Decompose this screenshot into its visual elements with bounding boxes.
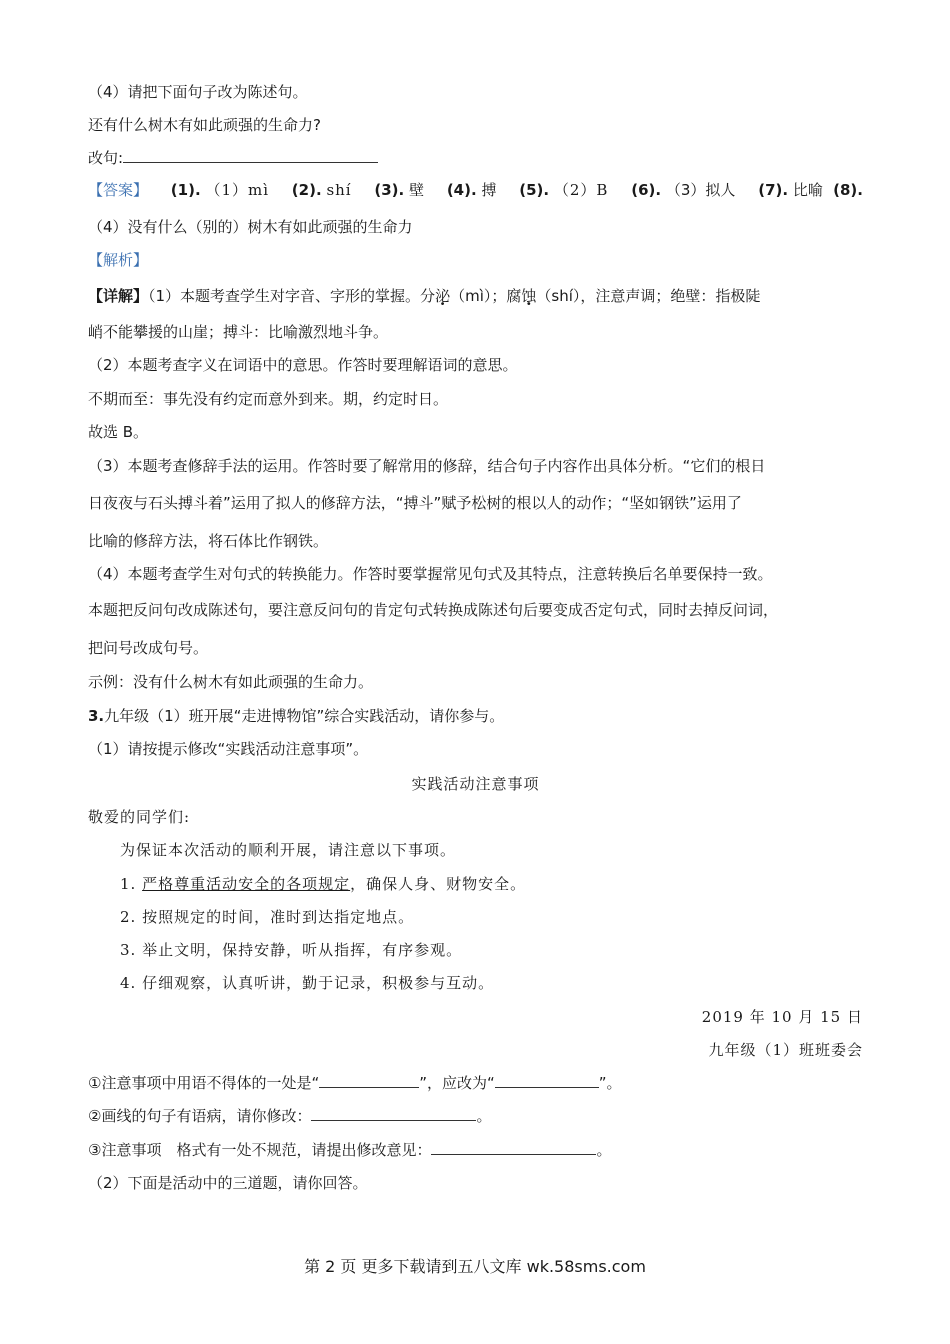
underlined-sentence: 严格尊重活动安全的各项规定 xyxy=(142,875,351,893)
answer-num-2: (2). xyxy=(291,181,322,199)
analysis-p7b: 把问号改成句号。 xyxy=(88,639,209,657)
analysis-p6: （4）本题考查学生对句式的转换能力。作答时要掌握常见句式及其特点，注意转换后名单要保持一致。 xyxy=(88,565,773,583)
blank3-end: 。 xyxy=(596,1141,612,1159)
answer-line-2: （4）没有什么（别的）树木有如此顽强的生命力 xyxy=(88,218,413,236)
answer-tag: 【答案】 xyxy=(88,181,149,199)
analysis-tag: 【解析】 xyxy=(88,251,149,269)
q3-title xyxy=(88,704,504,728)
blank-question-2 xyxy=(88,1104,491,1128)
blank-question-3 xyxy=(88,1138,611,1162)
notice-heading: 实践活动注意事项 xyxy=(411,775,540,793)
notice-item-1 xyxy=(120,872,526,896)
answer-val-7: 比喻 xyxy=(792,181,823,199)
analysis-p3: 不期而至：事先没有约定而意外到来。期，约定时日。 xyxy=(88,390,449,408)
answer-num-8: (8). xyxy=(833,181,863,199)
answer-num-6: (6). xyxy=(631,181,662,199)
rewrite-blank xyxy=(123,148,378,163)
emphasis-char-1: 泌 xyxy=(435,287,451,305)
answer-num-3: (3). xyxy=(374,181,405,199)
detail-line-2: 峭不能攀援的山崖；搏斗：比喻激烈地斗争。 xyxy=(88,323,389,341)
detail-text-c: （shí），注意声调；绝壁：指极陡 xyxy=(536,287,761,305)
answer-val-6: （3）拟人 xyxy=(665,181,736,199)
answer-val-5: （2）B xyxy=(553,181,609,199)
detail-text-b: （mì）；腐 xyxy=(450,287,522,305)
q3-sub1: （1）请按提示修改“实践活动注意事项”。 xyxy=(88,740,369,758)
blank2-field[interactable] xyxy=(311,1106,476,1121)
blank1-prompt: ①注意事项中用语不得体的一处是“ xyxy=(88,1074,320,1092)
answer-line xyxy=(88,178,863,202)
blank3-field[interactable] xyxy=(431,1140,596,1155)
blank3-prompt: ③注意事项 格式有一处不规范，请提出修改意见： xyxy=(88,1141,432,1159)
answer-num-5: (5). xyxy=(519,181,550,199)
analysis-p8: 示例：没有什么树木有如此顽强的生命力。 xyxy=(88,673,374,691)
analysis-p5c: 比喻的修辞方法，将石体比作钢铁。 xyxy=(88,532,329,550)
detail-line-1 xyxy=(88,284,760,308)
analysis-p2: （2）本题考查字义在词语中的意思。作答时要理解语词的意思。 xyxy=(88,356,518,374)
blank1-mid: ”，应改为“ xyxy=(419,1074,495,1092)
rewrite-label: 改句: xyxy=(88,149,124,167)
item1-rest: ，确保人身、财物安全。 xyxy=(350,875,527,893)
q3-number: 3. xyxy=(88,707,105,725)
answer-num-4: (4). xyxy=(446,181,477,199)
blank1-end: ”。 xyxy=(598,1074,622,1092)
answer-val-3: 壁 xyxy=(409,181,425,199)
blank2-end: 。 xyxy=(476,1107,492,1125)
blank1-field-b[interactable] xyxy=(495,1073,599,1088)
answer-num-7: (7). xyxy=(758,181,789,199)
answer-val-2: shí xyxy=(326,181,352,199)
answer-val-1: （1）mì xyxy=(205,181,270,199)
emphasis-char-2: 蚀 xyxy=(521,287,537,305)
item1-num: 1. xyxy=(120,875,137,893)
answer-val-4: 搏 xyxy=(481,181,497,199)
detail-text-a: （1）本题考查学生对字音、字形的掌握。分 xyxy=(148,287,436,305)
analysis-p5a: （3）本题考查修辞手法的运用。作答时要了解常用的修辞，结合句子内容作出具体分析。“它们的根日 xyxy=(88,457,766,475)
blank1-field-a[interactable] xyxy=(319,1073,419,1088)
page-footer: 第 2 页 更多下载请到五八文库 wk.58sms.com xyxy=(304,1257,646,1276)
notice-greeting: 敬爱的同学们: xyxy=(88,808,191,826)
blank2-prompt: ②画线的句子有语病，请你修改： xyxy=(88,1107,312,1125)
analysis-p7a: 本题把反问句改成陈述句，要注意反问句的肯定句式转换成陈述句后要变成否定句式，同时去掉反问词， xyxy=(88,601,779,619)
q3-sub2: （2）下面是活动中的三道题，请你回答。 xyxy=(88,1174,368,1192)
answer-num-1: (1). xyxy=(170,181,201,199)
notice-item-2: 2. 按照规定的时间，准时到达指定地点。 xyxy=(120,908,415,926)
q3-title-text: 九年级（1）班开展“走进博物馆”综合实践活动，请你参与。 xyxy=(104,707,505,725)
analysis-p4: 故选 B。 xyxy=(88,423,149,441)
notice-intro: 为保证本次活动的顺利开展，请注意以下事项。 xyxy=(120,841,457,859)
notice-item-3: 3. 举止文明，保持安静，听从指挥，有序参观。 xyxy=(120,941,463,959)
q4-rewrite-line xyxy=(88,146,378,170)
analysis-p5b: 日夜夜与石头搏斗着”运用了拟人的修辞方法，“搏斗”赋予松树的根以人的动作；“坚如钢铁”运用了 xyxy=(88,494,742,512)
notice-item-4: 4. 仔细观察，认真听讲，勤于记录，积极参与互动。 xyxy=(120,974,495,992)
q4-sentence: 还有什么树木有如此顽强的生命力? xyxy=(88,116,321,134)
notice-date: 2019 年 10 月 15 日 xyxy=(701,1008,863,1026)
detail-tag: 【详解】 xyxy=(88,287,149,305)
blank-question-1 xyxy=(88,1071,622,1095)
notice-signer: 九年级（1）班班委会 xyxy=(708,1041,863,1059)
q4-prompt: （4）请把下面句子改为陈述句。 xyxy=(88,83,308,101)
